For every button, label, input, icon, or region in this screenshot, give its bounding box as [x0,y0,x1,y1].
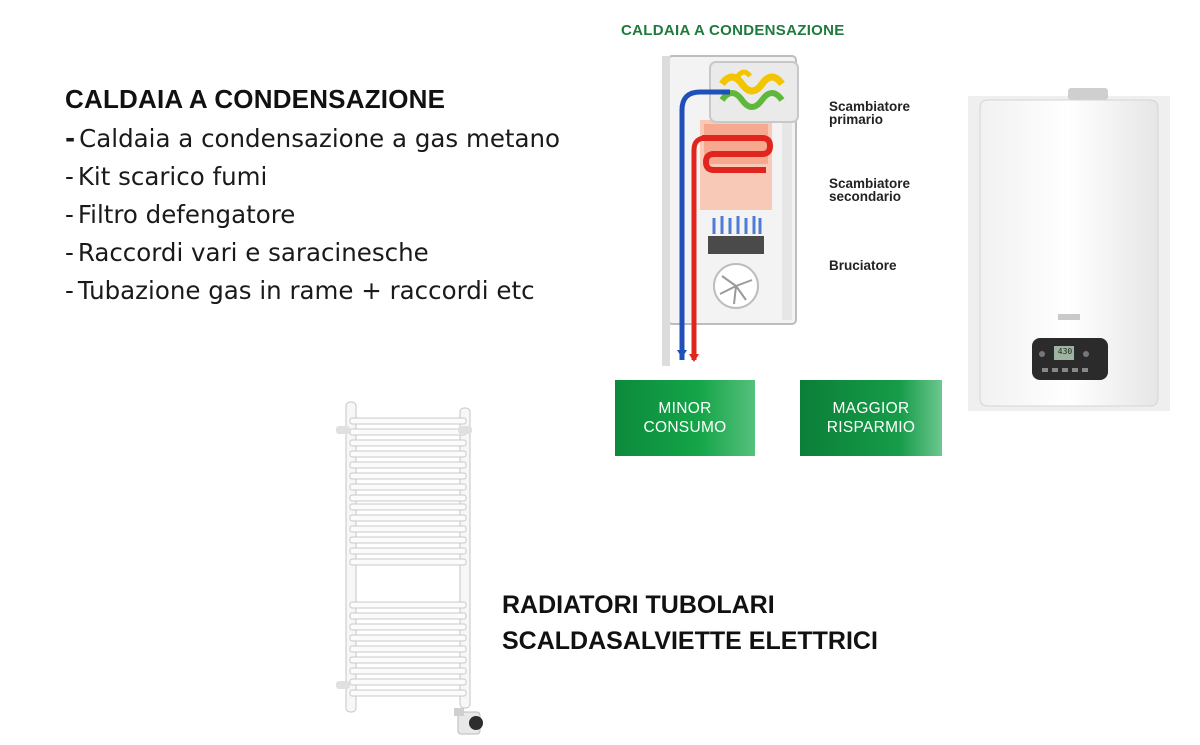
radiator-bar [350,429,466,435]
radiator-bar [350,462,466,468]
radiator-bar [350,473,466,479]
radiator-bar [350,646,466,652]
radiatori-heading [502,587,878,659]
radiator-bar [350,668,466,674]
list-item: - Kit scarico fumi [65,162,268,191]
label-scambiatore-primario: Scambiatore primario [829,99,911,127]
radiatori-line-1: RADIATORI TUBOLARI [502,591,775,619]
radiator-bar [350,537,466,543]
radiator-bar [350,690,466,696]
label-bruciatore: Bruciatore [829,258,897,273]
radiator-bar [350,418,466,424]
radiator-bar [350,515,466,521]
list-item: - Caldaia a condensazione a gas metano [65,124,561,153]
thermostat-icon [454,708,483,734]
radiator-bar [350,504,466,510]
radiator-bar [350,679,466,685]
label-scambiatore-secondario: Scambiatore secondario [829,176,911,204]
radiator-bar [350,548,466,554]
list-item: - Tubazione gas in rame + raccordi etc [65,276,535,305]
boiler-display-readout: 430 [1057,347,1073,356]
badge-minor-consumo: MINOR CONSUMO [615,380,755,456]
radiator-bar [350,526,466,532]
radiator-bar [350,635,466,641]
radiator-bar [350,602,466,608]
fan-icon [714,264,758,308]
control-panel-icon [1032,338,1108,380]
radiatori-line-2: SCALDASALVIETTE ELETTRICI [502,627,878,655]
radiator-bar [350,484,466,490]
radiator-bar [350,657,466,663]
badge-maggior-risparmio: MAGGIOR RISPARMIO [800,380,942,456]
towel-radiator-image [330,396,500,738]
radiator-bar [350,624,466,630]
boiler-cutaway-diagram [660,50,810,370]
list-item: - Raccordi vari e saracinesche [65,238,429,267]
radiator-bar [350,495,466,501]
radiator-bar [350,451,466,457]
caldaia-title: CALDAIA A CONDENSAZIONE [65,84,446,114]
radiator-bar [350,559,466,565]
caldaia-components-list [65,120,560,310]
diagram-title: CALDAIA A CONDENSAZIONE [621,22,845,39]
list-item: - Filtro defengatore [65,200,296,229]
radiator-bar [350,613,466,619]
radiator-bar [350,440,466,446]
boiler-product-image [968,88,1170,411]
